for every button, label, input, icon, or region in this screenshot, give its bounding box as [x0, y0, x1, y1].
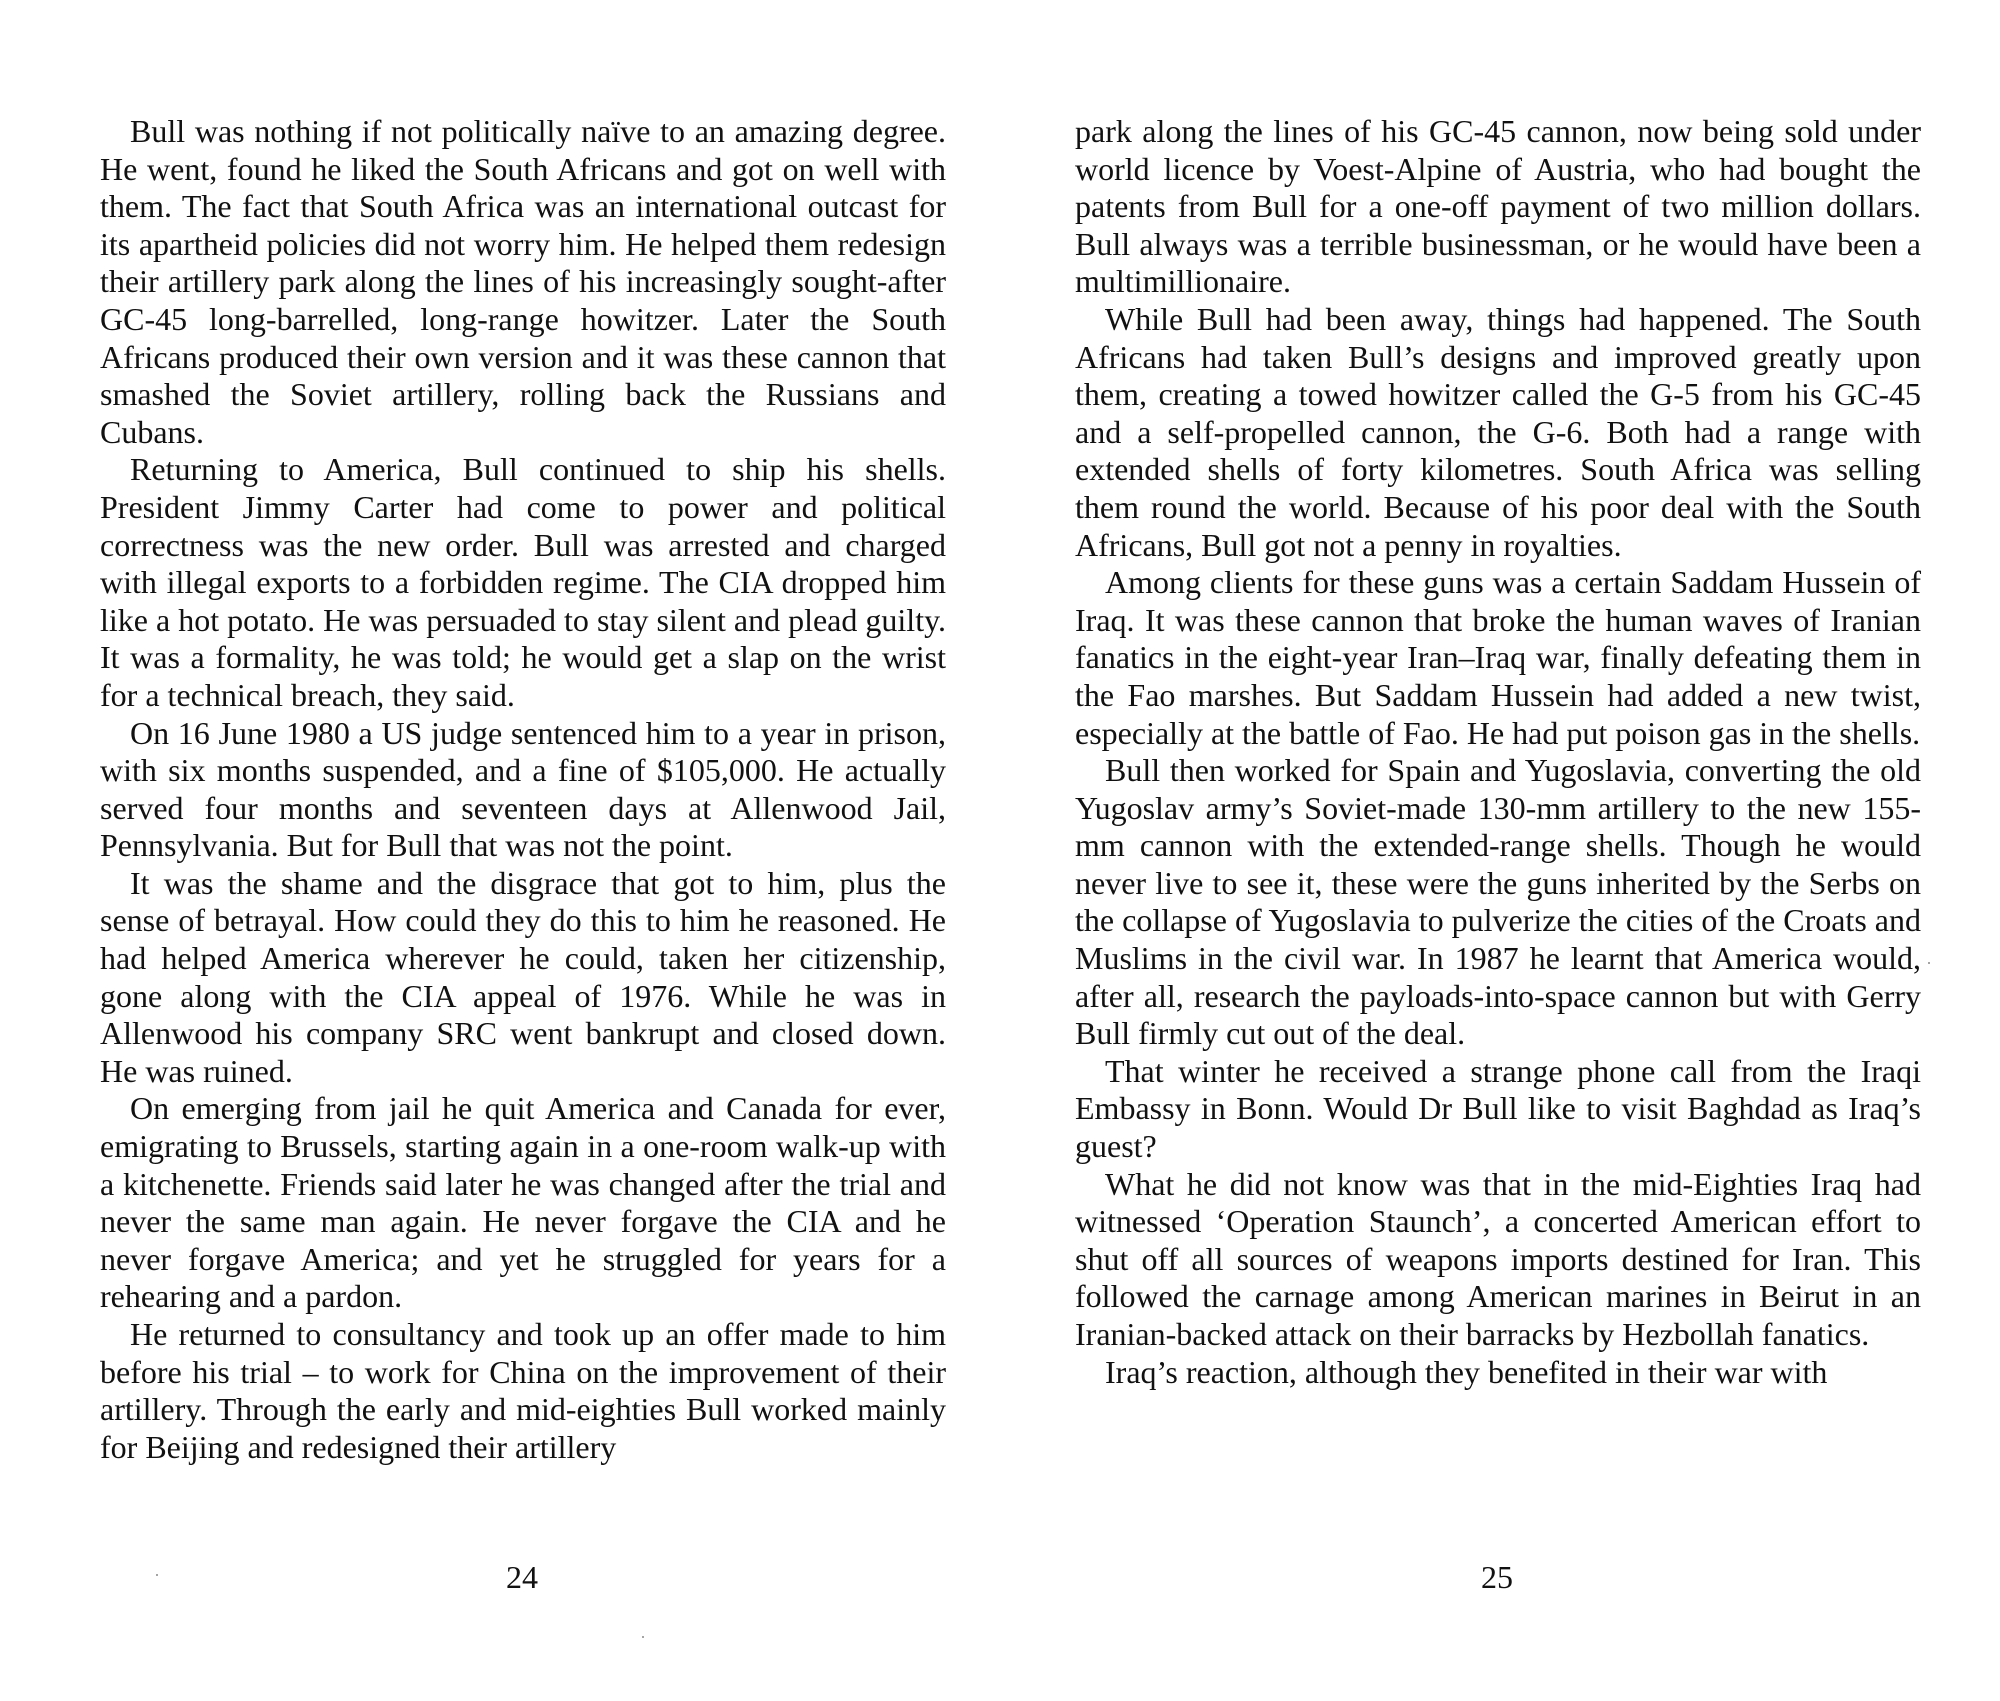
left-paragraph-6: He returned to consultancy and took up an offer made to him before his trial – to work for China on the improvement of their artillery. Through the early and mid-eighties Bull worked mainly for Beijing and redesigned their artillery — [100, 1316, 946, 1465]
right-paragraph-1: park along the lines of his GC-45 cannon, now being sold under world licence by Voest-Alpine of Austria, who had bought the patents from Bull for a one-off payment of two million dollars. Bull always was a terrible businessman, or he would have been a multimillionaire. — [1075, 113, 1921, 300]
right-paragraph-7: Iraq’s reaction, although they benefited in their war with — [1105, 1353, 1828, 1390]
right-paragraph-2: While Bull had been away, things had happened. The South Africans had taken Bull’s designs and improved greatly upon them, creating a towed howitzer called the G-5 from his GC-45 and a self-propelled cannon, the G-6. Both had a range with extended shells of forty kilometres. South Africa was selling them round the world. Because of his poor deal with the South Africans, Bull got not a penny in royalties. — [1075, 300, 1921, 563]
paper-speck — [156, 1574, 158, 1576]
right-page — [1075, 113, 1921, 1391]
left-paragraph-3: On 16 June 1980 a US judge sentenced him to a year in prison, with six months suspended, and a fine of $105,000. He actually served four months and seventeen days at Allenwood Jail, Pennsylvania. But for Bull that was not the point. — [100, 714, 946, 864]
paper-speck — [1928, 962, 1930, 964]
left-paragraph-2: Returning to America, Bull continued to ship his shells. President Jimmy Carter had come to power and political correctness was the new order. Bull was arrested and charged with illegal exports to a forbidden regime. The CIA dropped him like a hot potato. He was persuaded to stay silent and plead guilty. It was a formality, he was told; he would get a slap on the wrist for a technical breach, they said. — [100, 451, 946, 713]
right-paragraph-5: That winter he received a strange phone call from the Iraqi Embassy in Bonn. Would Dr Bull like to visit Baghdad as Iraq’s guest? — [1075, 1052, 1921, 1165]
paper-speck — [642, 1636, 644, 1638]
right-paragraph-4: Bull then worked for Spain and Yugoslavia, converting the old Yugoslav army’s Soviet-made 130-mm artillery to the new 155-mm cannon with the extended-range shells. Though he would never live to see it, these were the guns inherited by the Serbs on the collapse of Yugoslavia to pulverize the cities of the Croats and Muslims in the civil war. In 1987 he learnt that America would, after all, research the payloads-into-space cannon but with Gerry Bull firmly cut out of the deal. — [1075, 752, 1921, 1052]
left-paragraph-5: On emerging from jail he quit America and Canada for ever, emigrating to Brussels, starting again in a one-room walk-up with a kitchenette. Friends said later he was changed after the trial and never the same man again. He never forgave the CIA and he never forgave America; and yet he struggled for years for a rehearing and a pardon. — [100, 1090, 946, 1315]
page-number-left: 24 — [506, 1559, 538, 1595]
left-paragraph-1: Bull was nothing if not politically naïve to an amazing degree. He went, found he liked the South Africans and got on well with them. The fact that South Africa was an international outcast for its apartheid policies did not worry him. He helped them redesign their artillery park along the lines of his increasingly sought-after GC-45 long-barrelled, long-range howitzer. Later the South Africans produced their own version and it was these cannon that smashed the Soviet artillery, rolling back the Russians and Cubans. — [100, 113, 946, 450]
left-page — [100, 113, 946, 1466]
page-number-right: 25 — [1481, 1559, 1513, 1595]
left-paragraph-4: It was the shame and the disgrace that got to him, plus the sense of betrayal. How could they do this to him he reasoned. He had helped America wherever he could, taken her citizenship, gone along with the CIA appeal of 1976. While he was in Allenwood his company SRC went bankrupt and closed down. He was ruined. — [100, 864, 946, 1089]
right-paragraph-6: What he did not know was that in the mid-Eighties Iraq had witnessed ‘Operation Staunch’, a concerted American effort to shut off all sources of weapons imports destined for Iran. This followed the carnage among American marines in Beirut in an Iranian-backed attack on their barracks by Hezbollah fanatics. — [1075, 1165, 1921, 1352]
right-paragraph-3: Among clients for these guns was a certain Saddam Hussein of Iraq. It was these cannon that broke the human waves of Iranian fanatics in the eight-year Iran–Iraq war, finally defeating them in the Fao marshes. But Saddam Hussein had added a new twist, especially at the battle of Fao. He had put poison gas in the shells. — [1075, 564, 1921, 751]
